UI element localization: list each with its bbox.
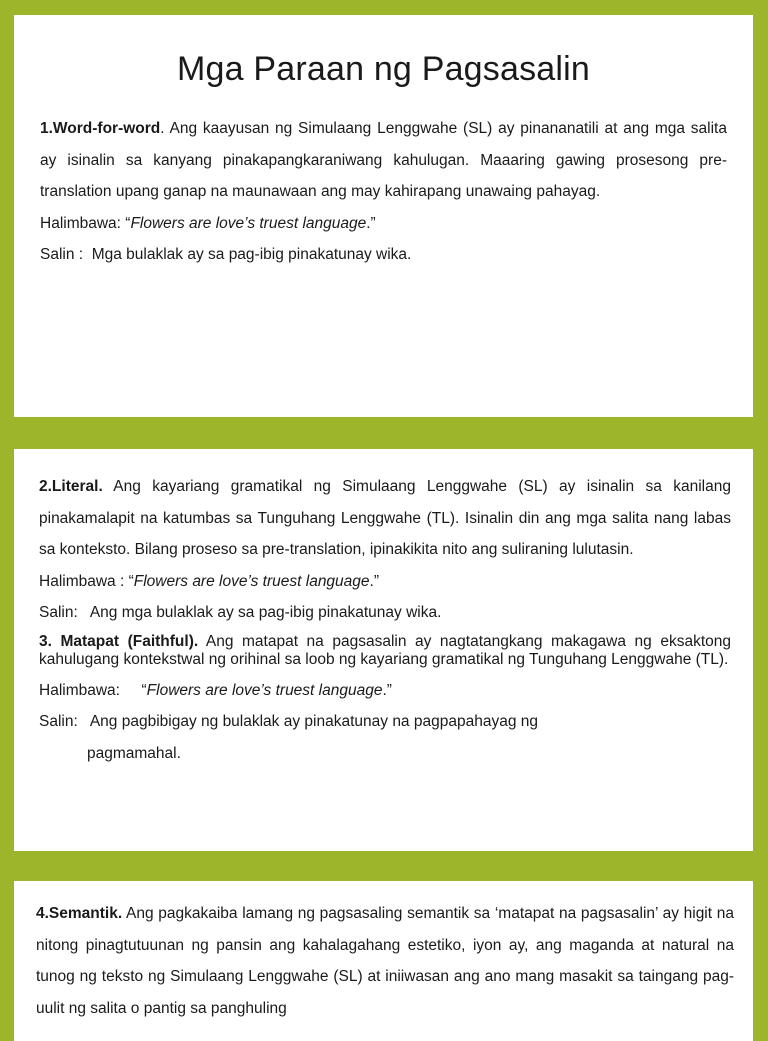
item-matapat <box>39 633 731 669</box>
slide-1 <box>14 15 753 417</box>
item-literal <box>39 471 731 566</box>
example-label: Halimbawa: “ <box>40 214 131 232</box>
translation-label: Salin : <box>40 246 92 263</box>
item-body: Ang kayariang gramatikal ng Simulaang Lenggwahe (SL) ay isinalin sa kanilang pinakamalapit na katumbas sa Tunguhang Lenggwahe (TL). Isinalin din ang mga salita nang labas sa konteksto. Bilang proseso sa pre-translation, ipinakikita nito ang suliraning lulutasin. <box>39 478 731 558</box>
item-heading: 4.Semantik. <box>36 905 123 922</box>
item-heading: 1.Word-for-word <box>40 120 161 137</box>
item-body: Ang matapat na pagsasalin ay nagtatangkang makagawa ng eksaktong kahulugang kontekstwal ng orihinal sa loob ng kayariang gramatikal ng Tunguhang Lenggwahe (TL). <box>39 632 731 668</box>
example-line <box>39 566 731 598</box>
translation-line <box>39 706 731 738</box>
example-line <box>39 675 731 707</box>
item-body: Ang pagkakaiba lamang ng pagsasaling semantik sa ‘matapat na pagsasalin’ ay higit na nitong pinagtutuunan ng pansin ang kahalagahang estetiko, iyon ay, ang maganda at natural na tunog ng teksto ng Simulaang Lenggwahe (SL) at iniiwasan ang ano mang masakit sa taingang pag-uulit ng salita o pantig sa panghuling <box>36 905 734 1017</box>
item-word-for-word <box>40 113 727 208</box>
example-line <box>40 208 727 240</box>
example-close: .” <box>366 214 376 232</box>
translation-continuation: pagmamahal. <box>87 744 181 762</box>
translation-text: Ang mga bulaklak ay sa pag-ibig pinakatunay wika. <box>89 604 442 621</box>
translation-label: Salin: <box>39 713 90 730</box>
example-text: Flowers are love’s truest language <box>146 681 383 699</box>
item-semantik <box>36 898 734 1024</box>
translation-text: Ang pagbibigay ng bulaklak ay pinakatunay na pagpapahayag ng <box>89 713 538 730</box>
translation-line <box>39 597 731 629</box>
slide-3 <box>14 881 753 1041</box>
example-close: .” <box>382 681 392 699</box>
example-close: .” <box>369 572 380 590</box>
page-title: Mga Paraan ng Pagsasalin <box>176 50 591 88</box>
translation-line <box>40 239 727 271</box>
item-heading: 2.Literal. <box>39 478 103 495</box>
item-heading: 3. Matapat (Faithful). <box>39 632 199 650</box>
slide-2 <box>14 449 753 851</box>
example-label: Halimbawa : “ <box>39 572 134 590</box>
example-text: Flowers are love’s truest language <box>130 214 367 232</box>
translation-text: Mga bulaklak ay sa pag-ibig pinakatunay wika. <box>91 246 412 263</box>
example-text: Flowers are love’s truest language <box>133 572 370 590</box>
translation-label: Salin: <box>39 604 90 621</box>
example-label: Halimbawa: “ <box>39 681 147 699</box>
item-body: . Ang kaayusan ng Simulaang Lenggwahe (SL) ay pinananatili at ang mga salita ay isinalin sa kanyang pinakapangkaraniwang kahulugan. Maaaring gawing prosesong pre-translation upang ganap na maunawaan ang may kahirapang unawaing pahayag. <box>40 120 727 200</box>
